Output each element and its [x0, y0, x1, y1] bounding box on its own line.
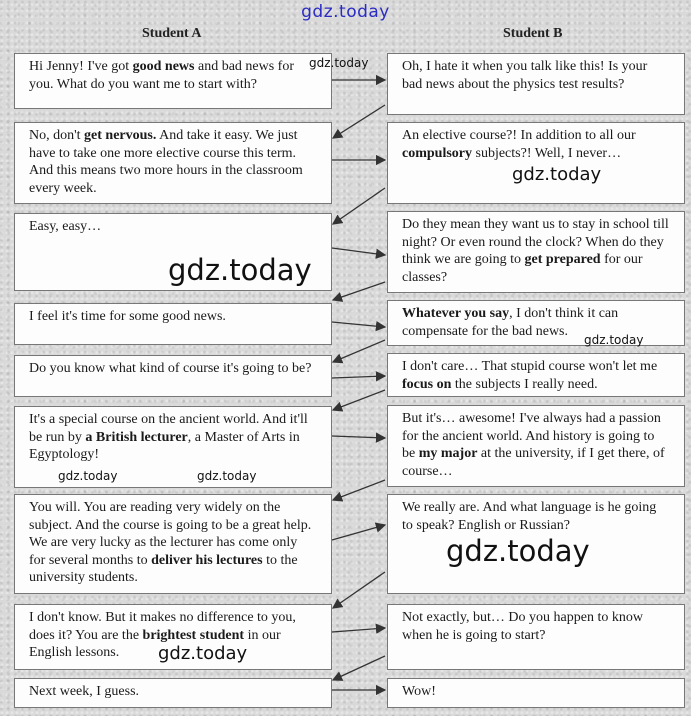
student-a-header: Student A [142, 26, 202, 41]
student-a-line-7: You will. You are reading very widely on the subject. And the course is going to be a great help. We are very lucky as the lecturer has come only for several months to deliver his lectures to the university students. [14, 494, 332, 594]
student-a-line-5: Do you know what kind of course it's going to be? [14, 355, 332, 397]
watermark-3: gdz.today [168, 253, 312, 287]
student-b-line-7: We really are. And what language is he going to speak? English or Russian? [387, 494, 685, 594]
watermark-6: gdz.today [197, 469, 257, 483]
student-b-line-2: An elective course?! In addition to all our compulsory subjects?! Well, I never… [387, 122, 685, 204]
student-b-line-9: Wow! [387, 678, 685, 708]
student-b-line-4: Whatever you say, I don't think it can compensate for the bad news. [387, 300, 685, 346]
student-a-line-6: It's a special course on the ancient world. And it'll be run by a British lecturer, a Master of Arts in Egyptology! [14, 406, 332, 488]
watermark-8: gdz.today [158, 643, 248, 664]
student-a-line-8: I don't know. But it makes no difference to you, does it? You are the brightest student in our English lessons. [14, 604, 332, 670]
student-a-line-4: I feel it's time for some good news. [14, 303, 332, 345]
student-a-line-3: Easy, easy… [14, 213, 332, 291]
watermark-2: gdz.today [512, 164, 602, 185]
student-b-line-5: I don't care… That stupid course won't let me focus on the subjects I really need. [387, 353, 685, 397]
student-b-line-8: Not exactly, but… Do you happen to know when he is going to start? [387, 604, 685, 670]
watermark-4: gdz.today [584, 333, 644, 347]
student-b-line-3: Do they mean they want us to stay in school till night? Or even round the clock? When do they think we are going to get prepared for our classes? [387, 211, 685, 293]
student-a-line-9: Next week, I guess. [14, 678, 332, 708]
site-watermark: gdz.today [301, 2, 390, 22]
watermark-5: gdz.today [58, 469, 118, 483]
student-b-line-1: Oh, I hate it when you talk like this! Is your bad news about the physics test results? [387, 53, 685, 115]
student-a-line-2: No, don't get nervous. And take it easy. We just have to take one more elective course this term. And this means two more hours in the classroom every week. [14, 122, 332, 204]
watermark-7: gdz.today [446, 534, 590, 568]
student-b-header: Student B [503, 26, 563, 41]
watermark-1: gdz.today [309, 56, 369, 70]
student-a-line-1: Hi Jenny! I've got good news and bad news for you. What do you want me to start with? [14, 53, 332, 109]
student-b-line-6: But it's… awesome! I've always had a passion for the ancient world. And history is going to be my major at the university, if I get there, of course… [387, 405, 685, 487]
